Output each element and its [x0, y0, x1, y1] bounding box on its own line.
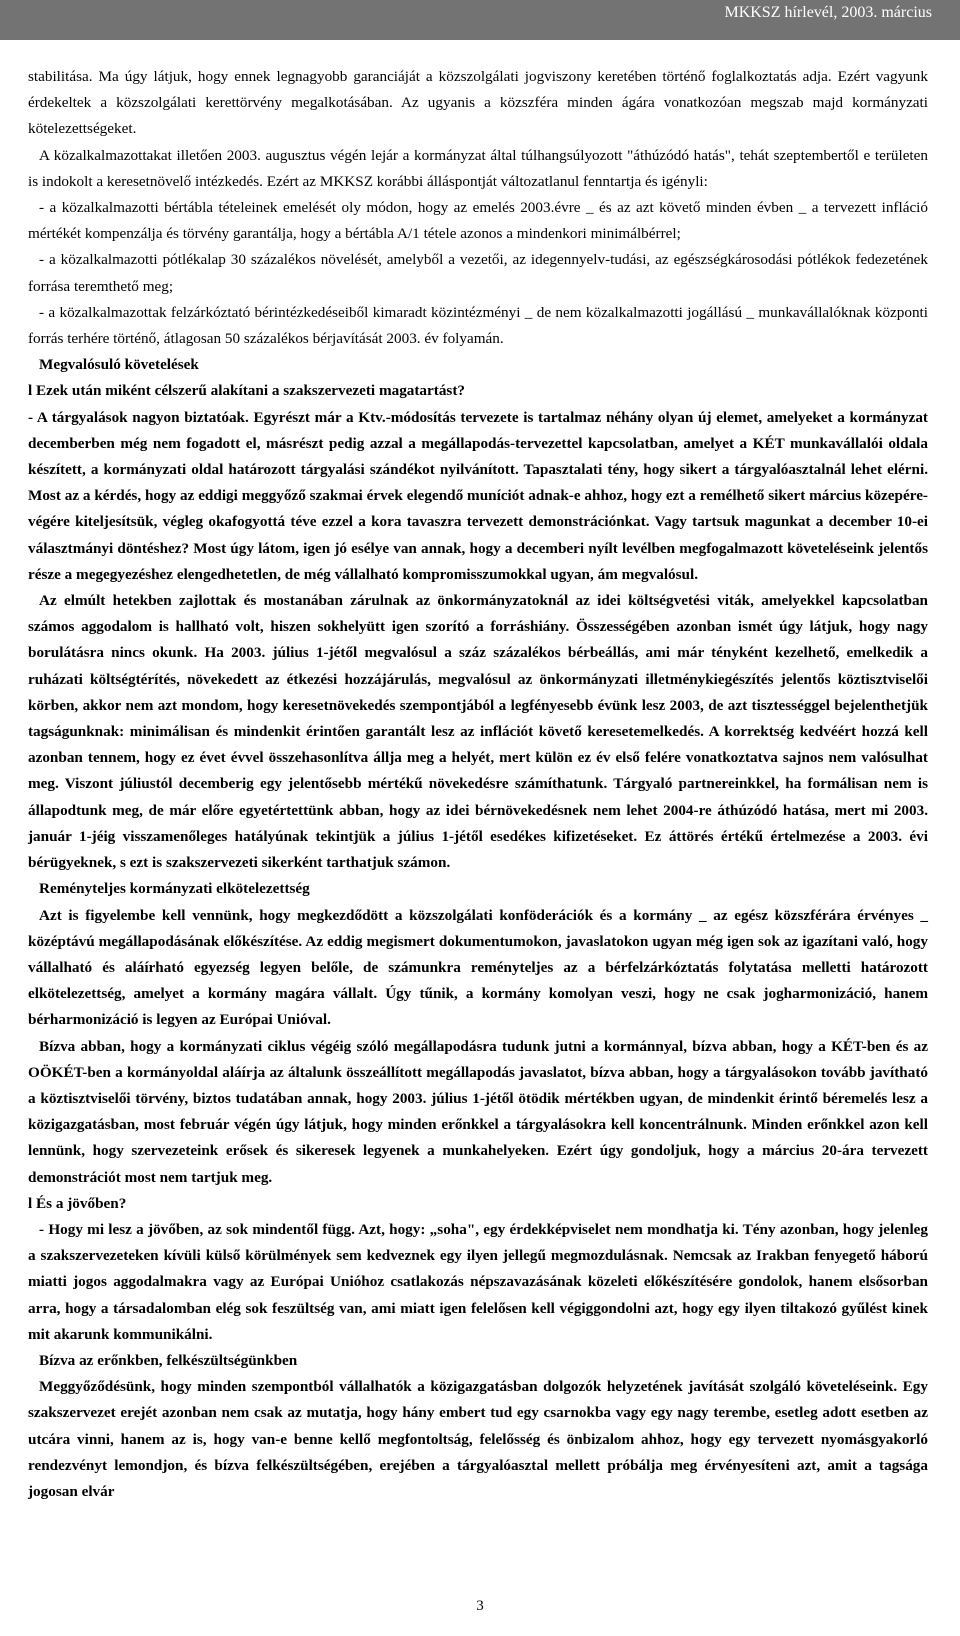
demand-item-2: - a közalkalmazotti pótlékalap 30 százalékos növelését, amelyből a vezetői, az idegennyelv-tudási, az egészségkárosodási pótlékok fedezetének forrása teremthető meg; — [28, 251, 928, 295]
section-heading-3: Bízva az erőnkben, felkészültségünkben — [39, 1351, 298, 1369]
paragraph-budget: Az elmúlt hetekben zajlottak és mostanában zárulnak az önkormányzatoknál az idei költségvetési viták, amelyekkel kapcsolatban számos aggodalom is hallható volt, hiszen sokhelyütt igen szorító a forráshiány. Összességében azonban ismét úgy látjuk, hogy nagy borulátásra nincs okunk. Ha 2003. július 1-jétől megvalósul a száz százalékos bérbeállás, ami már tényként kezelhető, emelkedik a ruházati költségtérítés, növekedett az étkezési hozzájárulás, megvalósul az önkormányzati illetménykiegészítés jelentős köztisztviselői körben, akkor nem azt mondom, hogy keresetnövekedés szempontjából a legfényesebb évünk lesz 2003, de azt tisztességgel bejelenthetjük tagságunknak: minimálisan és mindenkit érintően garantált lesz az inflációt követő keresetemelkedés. A korrektség kedvéért hozzá kell azonban tennem, hogy ez évet évvel összehasonlítva állja meg a helyét, mert külön ez év első felére vonatkoztatva sajnos nem valósulhat meg. Viszont júliustól decemberig egy jelentősebb mértékű növekedésre számíthatunk. Tárgyaló partnereinkkel, ha formálisan nem is állapodtunk meg, de már előre egyetértettünk abban, hogy az idei bérnövekedésnek nem lehet 2004-re áthúzódó hatása, mert mi 2003. január 1-jéig visszamenőleges hatályúnak tekintjük a július 1-jétől esedékes kifizetéseket. Ez áttörés értékű értelmezése a 2003. évi bérügyeknek, s ezt is szakszervezeti sikerként tarthatjuk számon. — [28, 592, 928, 872]
article-body — [28, 64, 928, 1505]
paragraph-2: A közalkalmazottakat illetően 2003. augusztus végén lejár a kormányzat által túlhangsúlyozott "áthúzódó hatás", tehát szeptembertől e területen is indokolt a keresetnövelő intézkedés. Ezért az MKKSZ korábbi álláspontját változatlanul fenntartja és igényli: — [28, 146, 928, 190]
header-title: MKKSZ hírlevél, 2003. március — [724, 4, 932, 21]
demand-item-3: - a közalkalmazottak felzárkóztató bérintézkedéseiből kimaradt közintézményi _ de nem közalkalmazotti jogállású _ munkavállalóknak központi forrás terhére történő, átlagosan 50 százalékos bérjavítását 2003. év folyamán. — [28, 303, 928, 348]
page-number: 3 — [476, 1598, 484, 1614]
interview-question-1: l Ezek után miként célszerű alakítani a szakszervezeti magatartást? — [28, 382, 465, 400]
paragraph-conviction: Meggyőződésünk, hogy minden szempontból vállalhatók a közigazgatásban dolgozók helyzetének javítását szolgáló követeléseink. Egy szakszervezet erejét azonban nem csak az mutatja, hogy hány embert tud egy csarnokba vagy egy nagy terembe, esetleg adott esetben az utcára vinni, hanem az is, hogy van-e benne kellő megfontoltság, felelősség és önbizalom ahhoz, hogy egy tervezett nyomásgyakorló rendezvényt lemondjon, és bízva felkészültségében, erejében a tárgyalóasztal mellett próbálja meg érvényesíteni azt, amit a tagsága jogosan elvár — [28, 1378, 928, 1500]
page-header — [0, 0, 960, 40]
demand-item-1: - a közalkalmazotti bértábla tételeinek emelését oly módon, hogy az emelés 2003.évre _ és az azt követő minden évben _ a tervezett infláció mértékét kompenzálja és törvény garantálja, hogy a bértábla A/1 tétele azonos a mindenkori minimálbérrel; — [28, 199, 928, 243]
interview-question-2: l És a jövőben? — [28, 1194, 127, 1212]
section-heading-2: Reményteljes kormányzati elkötelezettség — [39, 880, 310, 898]
interview-answer-1: - A tárgyalások nagyon biztatóak. Egyrészt már a Ktv.-módosítás tervezete is tartalmaz néhány olyan új elemet, amelyeket a kormányzat decemberben még nem fogadott el, másrészt pedig azzal a megállapodás-tervezettel kapcsolatban, amelyet a KÉT munkavállalói oldala készített, a kormányzati oldal határozott tárgyalási szándékot nyilvánított. Tapasztalati tény, hogy sikert a tárgyalóasztalnál lehet elérni. Most az a kérdés, hogy az eddigi meggyőző szakmai érvek elegendő muníciót adnak-e ahhoz, hogy ezt a remélhető sikert március közepére-végére kiteljesítsük, végleg okafogyottá téve ezzel a kora tavaszra tervezett demonstrációnkat. Vagy tartsuk magunkat a december 10-ei választmányi döntéshez? Most úgy látom, igen jó esélye van annak, hogy a decemberi nyílt levélben megfogalmazott követeléseink jelentős része a megegyezéshez elengedhetetlen, de még vállalható kompromisszumokkal ugyan, ám megvalósul. — [28, 408, 928, 583]
paragraph-trust: Bízva abban, hogy a kormányzati ciklus végéig szóló megállapodásra tudunk jutni a kormánnyal, bízva abban, hogy a KÉT-ben és az OÖKÉT-ben a kormányoldal aláírja az általunk összeállított megállapodás javaslatot, bízva abban, hogy a tárgyalásokon tovább javítható a köztisztviselői törvény, biztos tudatában annak, hogy 2003. július 1-jétől ötödik mértékben ugyan, de mindenkit érintő béremelés lesz a közigazgatásban, most február végén úgy látjuk, hogy minden erőnkkel a tárgyalásokra kell koncentrálnunk. Minden erőnkkel azon kell lennünk, hogy szervezeteink erősek és sikeresek legyenek a munkahelyeken. Ezért úgy gondoljuk, hogy a március 20-ára tervezett demonstrációt most nem tartjuk meg. — [28, 1037, 928, 1186]
paragraph-1: stabilitása. Ma úgy látjuk, hogy ennek legnagyobb garanciáját a közszolgálati jogviszony keretében történő foglalkoztatás adja. Ezért vagyunk érdekeltek a közszolgálati kerettörvény megalkotásában. Az ugyanis a közszféra minden ágára vonatkozóan megszab majd kormányzati kötelezettségeket. — [28, 68, 928, 138]
interview-answer-2: - Hogy mi lesz a jövőben, az sok mindentől függ. Azt, hogy: „soha", egy érdekképviselet nem mondhatja ki. Tény azonban, hogy jelenleg a szakszervezeteken kívüli külső körülmények sem kedveznek egy ilyen jellegű megmozdulásnak. Nemcsak az Irakban fenyegető háború miatti jogos aggodalmakra vagy az Európai Unióhoz csatlakozás népszavazásának közeleti előkészítésére gondolok, hanem elsősorban arra, hogy a társadalomban elég sok feszültség van, ami miatt igen felelősen kell végiggondolni azt, hogy egy ilyen tiltakozó gyűlést kinek mit akarunk kommunikálni. — [28, 1220, 928, 1343]
section-heading-1: Megvalósuló követelések — [39, 356, 199, 374]
paragraph-agreement: Azt is figyelembe kell vennünk, hogy megkezdődött a közszolgálati konföderációk és a kormány _ az egész közszférára érvényes _ középtávú megállapodásának előkészítése. Az eddig megismert dokumentumokon, javaslatokon ugyan még igen sok az igazítani való, hogy vállalható és aláírható egyezség legyen belőle, de számunkra reményteljes az a bérfelzárkóztatás folytatása melletti határozott elkötelezettség, amelyet a kormány magára vállalt. Úgy tűnik, a kormány komolyan veszi, hogy ne csak jogharmonizáció, hanem bérharmonizáció is legyen az Európai Unióval. — [28, 906, 928, 1029]
